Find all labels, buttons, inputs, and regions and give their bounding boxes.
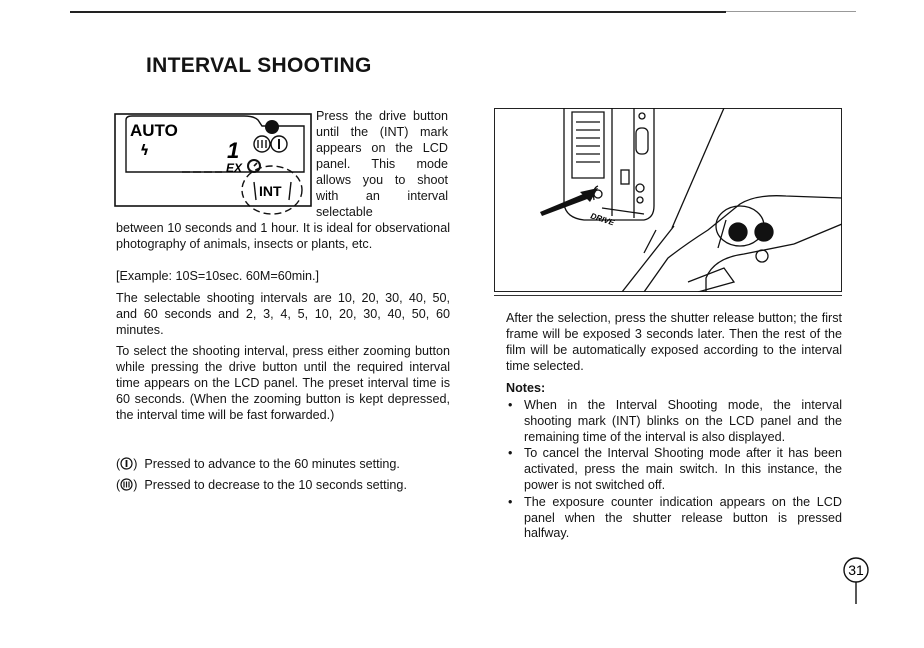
notes-list — [506, 398, 842, 543]
lcd-timer-icon — [248, 160, 260, 172]
lcd-digit: 1 — [227, 138, 240, 163]
lcd-zoom-icons — [254, 136, 287, 152]
page-number — [838, 556, 878, 608]
lcd-dot-icon — [265, 120, 279, 134]
select-instructions: To select the shooting interval, press either zooming button while pressing the drive button until the required interval time appears on the LCD panel. The preset interval time is 60 seconds. (When the zooming button is kept depressed, the interval time will be fast forwarded.) — [116, 344, 450, 422]
drive-label: DRIVE — [589, 211, 616, 228]
pointer-arrow — [540, 192, 590, 216]
tele-zoom-icon — [120, 457, 133, 470]
note-item: • When in the Interval Shooting mode, the interval shooting mark (INT) blinks on the LCD panel and the remaining time of the interval is also displayed. — [506, 398, 842, 445]
lcd-auto-label: AUTO — [130, 121, 178, 140]
page-number-text: 31 — [848, 562, 864, 578]
intervals-text: The selectable shooting intervals are 10, 20, 30, 40, 50, and 60 seconds and 2, 3, 4, 5, 10, 20, 30, 40, 50, 60 minutes. — [116, 291, 450, 337]
lcd-ex-label: EX — [226, 161, 243, 175]
advance-line: ( ) Pressed to advance to the 60 minutes setting. — [116, 457, 400, 471]
decrease-text: Pressed to decrease to the 10 seconds setting. — [144, 478, 407, 492]
lcd-panel-illustration — [114, 112, 312, 218]
wide-zoom-icon — [120, 478, 133, 491]
lcd-int-mark: INT — [259, 183, 282, 199]
note-item: • The exposure counter indication appears on the LCD panel when the shutter release button is pressed halfway. — [506, 495, 842, 542]
camera-illustration — [494, 108, 842, 292]
intro-wrap-text: Press the drive button until the (INT) mark appears on the LCD panel. This mode allows you to shoot with an interval selectable — [316, 109, 448, 219]
example-text: [Example: 10S=10sec. 60M=60min.] — [116, 269, 320, 283]
after-selection-text: After the selection, press the shutter release button; the first frame will be exposed 3 seconds later. Then the rest of the film will be automatically exposed according to the interval time selected. — [506, 311, 842, 373]
page-title: INTERVAL SHOOTING — [146, 54, 372, 77]
top-rule — [70, 11, 726, 13]
note-item: • To cancel the Interval Shooting mode after it has been activated, press the main switch. In this instance, the power is not switched off. — [506, 446, 842, 493]
intro-continuation: between 10 seconds and 1 hour. It is ideal for observational photography of animals, insects or plants, etc. — [116, 221, 450, 251]
decrease-line: ( ) Pressed to decrease to the 10 seconds setting. — [116, 478, 407, 492]
photo-caption-rule — [494, 295, 842, 296]
notes-heading: Notes: — [506, 381, 546, 395]
top-rule-tail — [726, 11, 856, 12]
lcd-flash-icon: ϟ — [140, 143, 150, 159]
advance-text: Pressed to advance to the 60 minutes setting. — [144, 457, 400, 471]
